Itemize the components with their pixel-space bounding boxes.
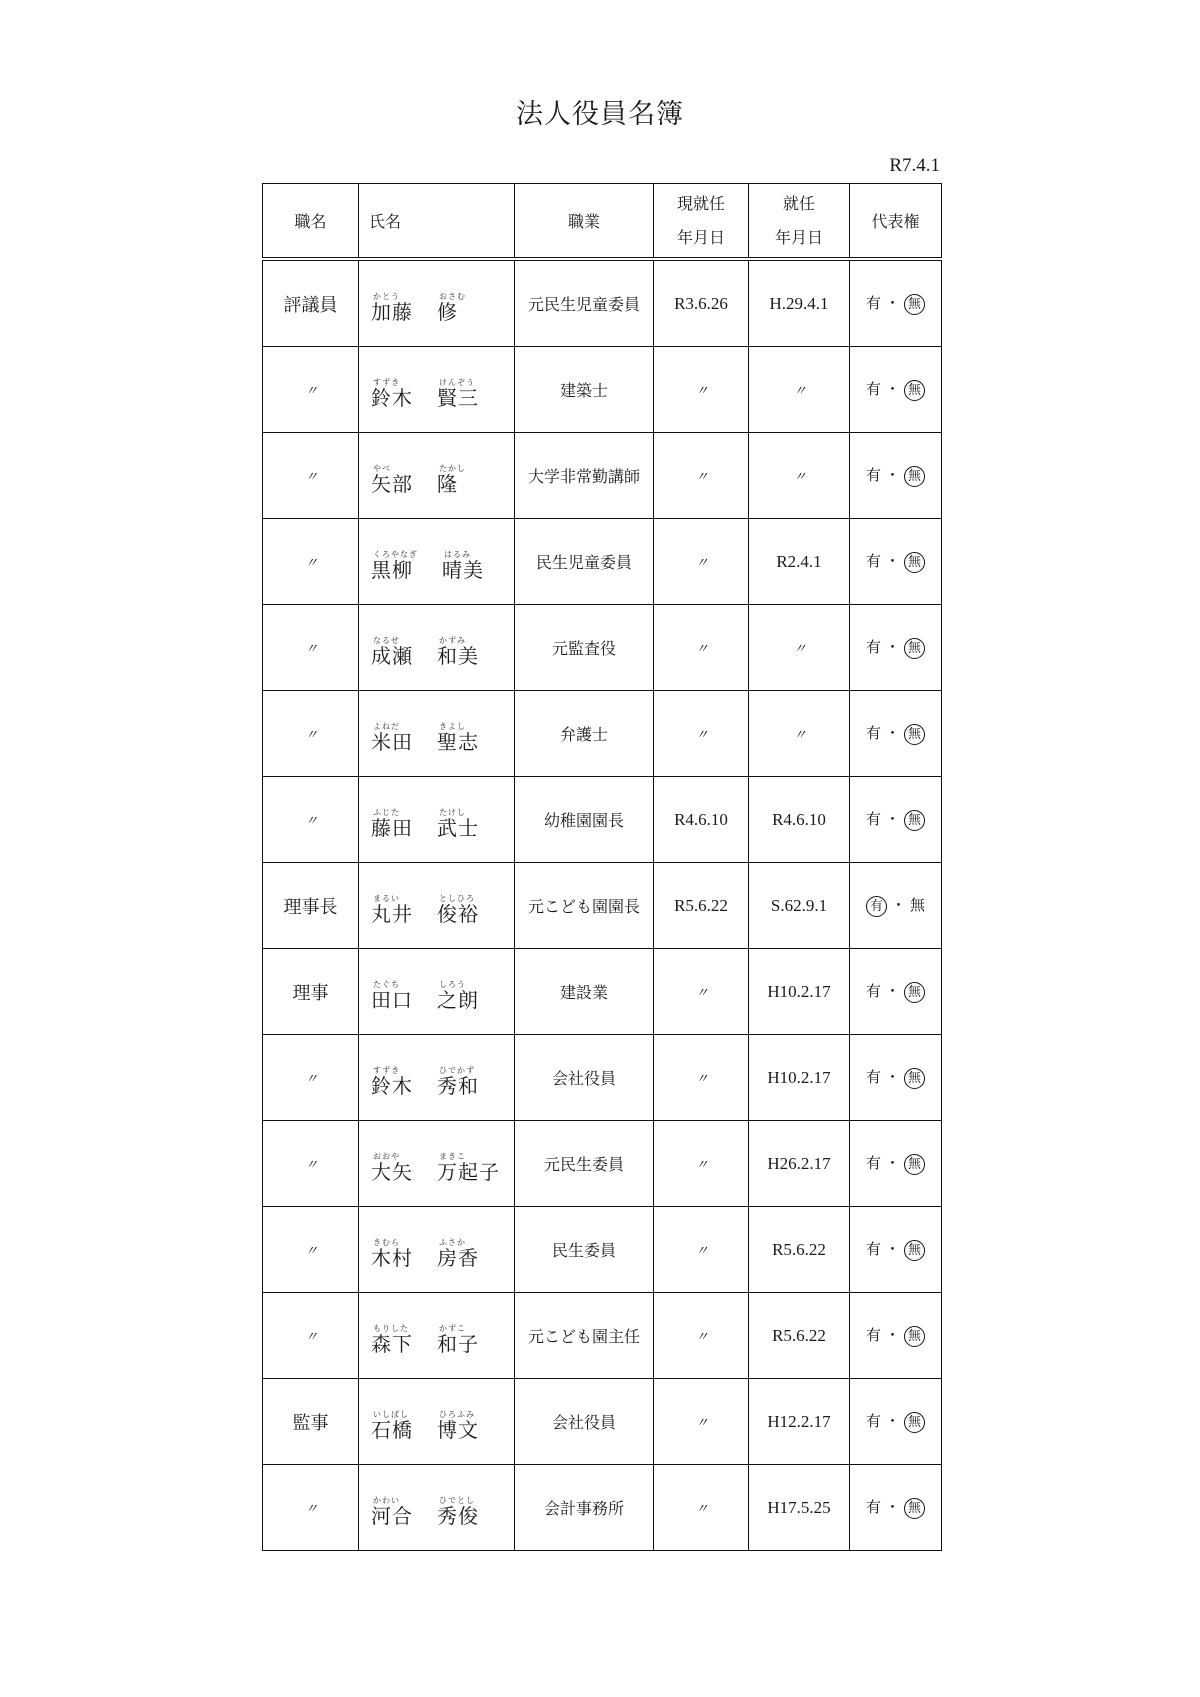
separator-dot: ・	[885, 1498, 901, 1517]
current-term-cell: R5.6.22	[654, 863, 749, 949]
surname-furigana: すずき	[373, 1066, 401, 1075]
given-name	[437, 894, 479, 925]
given-name-kanji: 和美	[437, 644, 479, 668]
given-name-kanji: 俊裕	[437, 902, 479, 926]
representation-cell	[850, 1207, 942, 1293]
given-name	[437, 980, 479, 1011]
surname	[371, 464, 413, 495]
given-name	[437, 1410, 479, 1441]
given-name	[437, 292, 466, 323]
position-cell: 〃	[263, 1121, 359, 1207]
surname-furigana: かわい	[373, 1496, 400, 1505]
first-appointed-cell: 〃	[749, 605, 850, 691]
circled-no-mark: 無	[904, 810, 925, 831]
given-name-kanji: 博文	[437, 1418, 479, 1442]
name-cell	[359, 1379, 515, 1465]
given-name-kanji: 和子	[437, 1332, 479, 1356]
current-term-cell: 〃	[654, 1293, 749, 1379]
header-current-term-line1: 現就任	[676, 193, 725, 213]
surname-furigana: よねだ	[373, 722, 400, 731]
given-name-furigana: たけし	[439, 808, 466, 817]
table-row	[263, 949, 942, 1035]
circled-no-mark: 無	[904, 380, 925, 401]
representation-cell	[850, 1293, 942, 1379]
name-cell	[359, 1207, 515, 1293]
current-term-cell: 〃	[654, 1379, 749, 1465]
surname-kanji: 藤田	[371, 816, 413, 840]
current-term-cell: 〃	[654, 605, 749, 691]
surname	[371, 722, 413, 753]
yes-option: 有	[865, 1326, 881, 1345]
separator-dot: ・	[885, 638, 901, 657]
position-cell: 理事	[263, 949, 359, 1035]
given-name-furigana: かずみ	[439, 636, 466, 645]
occupation-cell: 建設業	[515, 949, 654, 1035]
occupation-cell: 会社役員	[515, 1379, 654, 1465]
given-name	[437, 378, 479, 409]
yes-option: 有	[865, 1068, 881, 1087]
given-name	[437, 1066, 479, 1097]
surname-furigana: ふじた	[373, 808, 400, 817]
given-name-furigana: ひでかず	[439, 1066, 475, 1075]
given-name-kanji: 賢三	[437, 386, 479, 410]
given-name	[437, 636, 479, 667]
occupation-cell: 民生委員	[515, 1207, 654, 1293]
circled-no-mark: 無	[904, 1154, 925, 1175]
first-appointed-cell: 〃	[749, 347, 850, 433]
first-appointed-cell: H26.2.17	[749, 1121, 850, 1207]
first-appointed-cell: R2.4.1	[749, 519, 850, 605]
name-cell	[359, 259, 515, 347]
surname-kanji: 鈴木	[371, 1074, 413, 1098]
officer-roster-table	[262, 183, 942, 1551]
surname-kanji: 成瀬	[371, 644, 413, 668]
position-cell: 理事長	[263, 863, 359, 949]
surname-kanji: 加藤	[371, 300, 413, 324]
given-name-kanji: 之朗	[437, 988, 479, 1012]
first-appointed-cell: 〃	[749, 433, 850, 519]
occupation-cell: 民生児童委員	[515, 519, 654, 605]
given-name-furigana: ひろふみ	[439, 1410, 475, 1419]
name-cell	[359, 691, 515, 777]
surname	[371, 550, 418, 581]
first-appointed-cell: R5.6.22	[749, 1207, 850, 1293]
table-row	[263, 605, 942, 691]
position-cell: 監事	[263, 1379, 359, 1465]
header-first-appointed	[749, 184, 850, 260]
circled-no-mark: 無	[904, 724, 925, 745]
occupation-cell: 建築士	[515, 347, 654, 433]
surname	[371, 894, 413, 925]
current-term-cell: 〃	[654, 1121, 749, 1207]
position-cell: 〃	[263, 1293, 359, 1379]
surname-kanji: 河合	[371, 1504, 413, 1528]
representation-cell	[850, 259, 942, 347]
circled-no-mark: 無	[904, 294, 925, 315]
surname-furigana: なるせ	[373, 636, 400, 645]
surname-furigana: かとう	[373, 292, 400, 301]
surname-kanji: 石橋	[371, 1418, 413, 1442]
given-name	[442, 550, 484, 581]
occupation-cell: 元こども園主任	[515, 1293, 654, 1379]
first-appointed-cell: R5.6.22	[749, 1293, 850, 1379]
representation-cell	[850, 605, 942, 691]
occupation-cell: 元こども園園長	[515, 863, 654, 949]
first-appointed-cell: H12.2.17	[749, 1379, 850, 1465]
separator-dot: ・	[885, 1068, 901, 1087]
representation-cell	[850, 691, 942, 777]
given-name-kanji: 聖志	[437, 730, 479, 754]
circled-no-mark: 無	[904, 1068, 925, 1089]
first-appointed-cell: 〃	[749, 691, 850, 777]
current-term-cell: R3.6.26	[654, 259, 749, 347]
surname	[371, 292, 413, 323]
circled-yes-mark: 有	[866, 896, 887, 917]
given-name-kanji: 晴美	[442, 558, 484, 582]
surname	[371, 980, 413, 1011]
given-name	[437, 808, 479, 839]
position-cell: 〃	[263, 777, 359, 863]
table-row	[263, 1035, 942, 1121]
given-name	[437, 1324, 479, 1355]
representation-cell	[850, 1465, 942, 1551]
table-row	[263, 1379, 942, 1465]
circled-no-mark: 無	[904, 1498, 925, 1519]
surname-kanji: 鈴木	[371, 386, 413, 410]
given-name-kanji: 房香	[437, 1246, 479, 1270]
name-cell	[359, 1465, 515, 1551]
representation-cell	[850, 1121, 942, 1207]
position-cell: 〃	[263, 691, 359, 777]
surname	[371, 636, 413, 667]
separator-dot: ・	[890, 896, 906, 915]
separator-dot: ・	[885, 1240, 901, 1259]
given-name-kanji: 秀俊	[437, 1504, 479, 1528]
surname-furigana: やべ	[373, 464, 391, 473]
circled-no-mark: 無	[904, 552, 925, 573]
surname-kanji: 大矢	[371, 1160, 413, 1184]
surname-kanji: 森下	[371, 1332, 413, 1356]
surname-furigana: いしばし	[373, 1410, 409, 1419]
given-name	[437, 464, 466, 495]
circled-no-mark: 無	[904, 982, 925, 1003]
given-name-furigana: かずこ	[439, 1324, 466, 1333]
representation-cell	[850, 519, 942, 605]
given-name-furigana: おさむ	[439, 292, 466, 301]
representation-cell	[850, 777, 942, 863]
table-row	[263, 433, 942, 519]
circled-no-mark: 無	[904, 638, 925, 659]
representation-cell	[850, 347, 942, 433]
surname	[371, 808, 413, 839]
separator-dot: ・	[885, 552, 901, 571]
surname-furigana: すずき	[373, 378, 401, 387]
table-header-row	[263, 184, 942, 260]
table-row	[263, 1293, 942, 1379]
yes-option: 有	[865, 1240, 881, 1259]
occupation-cell: 幼稚園園長	[515, 777, 654, 863]
surname-kanji: 木村	[371, 1246, 413, 1270]
name-cell	[359, 1293, 515, 1379]
table-row	[263, 863, 942, 949]
yes-option: 有	[865, 294, 881, 313]
table-row	[263, 777, 942, 863]
separator-dot: ・	[885, 1412, 901, 1431]
given-name-furigana: ひでとし	[439, 1496, 475, 1505]
yes-option: 有	[865, 552, 881, 571]
given-name	[437, 1238, 479, 1269]
surname-furigana: まるい	[373, 894, 400, 903]
name-cell	[359, 519, 515, 605]
yes-option: 有	[865, 982, 881, 1001]
given-name-furigana: ふさか	[439, 1238, 466, 1247]
surname	[371, 1496, 413, 1527]
given-name-furigana: けんぞう	[439, 378, 475, 387]
occupation-cell: 元民生委員	[515, 1121, 654, 1207]
current-term-cell: 〃	[654, 519, 749, 605]
current-term-cell: 〃	[654, 949, 749, 1035]
yes-option: 有	[865, 380, 881, 399]
surname	[371, 1410, 413, 1441]
circled-no-mark: 無	[904, 466, 925, 487]
position-cell: 〃	[263, 1465, 359, 1551]
given-name-furigana: まきこ	[439, 1152, 466, 1161]
given-name-kanji: 修	[437, 300, 458, 324]
current-term-cell: 〃	[654, 1465, 749, 1551]
name-cell	[359, 1121, 515, 1207]
surname	[371, 378, 413, 409]
current-term-cell: 〃	[654, 691, 749, 777]
current-term-cell: 〃	[654, 1035, 749, 1121]
circled-no-mark: 無	[904, 1412, 925, 1433]
current-term-cell: 〃	[654, 433, 749, 519]
as-of-date: R7.4.1	[889, 155, 940, 176]
surname-kanji: 丸井	[371, 902, 413, 926]
given-name-furigana: としひろ	[439, 894, 475, 903]
occupation-cell: 弁護士	[515, 691, 654, 777]
representation-cell	[850, 863, 942, 949]
position-cell: 〃	[263, 1035, 359, 1121]
given-name-kanji: 武士	[437, 816, 479, 840]
name-cell	[359, 777, 515, 863]
surname-furigana: きむら	[373, 1238, 400, 1247]
surname-furigana: くろやなぎ	[373, 550, 418, 559]
header-occupation: 職業	[515, 184, 654, 260]
surname	[371, 1066, 413, 1097]
yes-option: 有	[865, 466, 881, 485]
header-representation: 代表権	[850, 184, 942, 260]
occupation-cell: 会社役員	[515, 1035, 654, 1121]
given-name-furigana: たかし	[439, 464, 466, 473]
yes-option: 有	[865, 724, 881, 743]
table-row	[263, 259, 942, 347]
position-cell: 〃	[263, 519, 359, 605]
header-name: 氏名	[359, 184, 515, 260]
yes-option: 有	[865, 810, 881, 829]
yes-option: 有	[865, 1154, 881, 1173]
yes-option: 有	[865, 1412, 881, 1431]
surname	[371, 1152, 413, 1183]
position-cell: 〃	[263, 1207, 359, 1293]
separator-dot: ・	[885, 1326, 901, 1345]
current-term-cell: 〃	[654, 347, 749, 433]
name-cell	[359, 1035, 515, 1121]
occupation-cell: 元監査役	[515, 605, 654, 691]
representation-cell	[850, 433, 942, 519]
surname-furigana: たぐち	[373, 980, 400, 989]
occupation-cell: 会計事務所	[515, 1465, 654, 1551]
separator-dot: ・	[885, 1154, 901, 1173]
name-cell	[359, 433, 515, 519]
given-name-kanji: 隆	[437, 472, 458, 496]
first-appointed-cell: H.29.4.1	[749, 259, 850, 347]
given-name-kanji: 万起子	[437, 1160, 500, 1184]
given-name-furigana: はるみ	[444, 550, 471, 559]
position-cell: 〃	[263, 605, 359, 691]
separator-dot: ・	[885, 982, 901, 1001]
table-row	[263, 691, 942, 777]
current-term-cell: R4.6.10	[654, 777, 749, 863]
document-title: 法人役員名簿	[516, 99, 684, 130]
separator-dot: ・	[885, 380, 901, 399]
first-appointed-cell: H10.2.17	[749, 1035, 850, 1121]
surname-kanji: 田口	[371, 988, 413, 1012]
given-name	[437, 1152, 500, 1183]
occupation-cell: 元民生児童委員	[515, 259, 654, 347]
yes-option: 有	[865, 638, 881, 657]
representation-cell	[850, 1379, 942, 1465]
given-name	[437, 1496, 479, 1527]
header-current-term-line2: 年月日	[676, 227, 725, 247]
first-appointed-cell: H17.5.25	[749, 1465, 850, 1551]
position-cell: 評議員	[263, 259, 359, 347]
table-row	[263, 519, 942, 605]
table-row	[263, 347, 942, 433]
table-row	[263, 1465, 942, 1551]
given-name-furigana: しろう	[439, 980, 466, 989]
name-cell	[359, 949, 515, 1035]
first-appointed-cell: H10.2.17	[749, 949, 850, 1035]
given-name-furigana: きよし	[439, 722, 466, 731]
representation-cell	[850, 949, 942, 1035]
surname-kanji: 矢部	[371, 472, 413, 496]
surname-kanji: 米田	[371, 730, 413, 754]
no-option: 無	[910, 896, 926, 915]
surname-kanji: 黒柳	[371, 558, 413, 582]
circled-no-mark: 無	[904, 1240, 925, 1261]
header-position: 職名	[263, 184, 359, 260]
table-row	[263, 1207, 942, 1293]
separator-dot: ・	[885, 294, 901, 313]
separator-dot: ・	[885, 724, 901, 743]
given-name-kanji: 秀和	[437, 1074, 479, 1098]
separator-dot: ・	[885, 810, 901, 829]
position-cell: 〃	[263, 433, 359, 519]
name-cell	[359, 347, 515, 433]
circled-no-mark: 無	[904, 1326, 925, 1347]
position-cell: 〃	[263, 347, 359, 433]
surname	[371, 1238, 413, 1269]
current-term-cell: 〃	[654, 1207, 749, 1293]
header-current-term	[654, 184, 749, 260]
yes-option: 有	[865, 1498, 881, 1517]
given-name	[437, 722, 479, 753]
surname-furigana: おおや	[373, 1152, 400, 1161]
surname	[371, 1324, 413, 1355]
occupation-cell: 大学非常勤講師	[515, 433, 654, 519]
separator-dot: ・	[885, 466, 901, 485]
name-cell	[359, 863, 515, 949]
name-cell	[359, 605, 515, 691]
header-first-appointed-line1: 就任	[782, 193, 815, 213]
header-first-appointed-line2: 年月日	[774, 227, 823, 247]
table-row	[263, 1121, 942, 1207]
representation-cell	[850, 1035, 942, 1121]
surname-furigana: もりした	[373, 1324, 409, 1333]
first-appointed-cell: R4.6.10	[749, 777, 850, 863]
first-appointed-cell: S.62.9.1	[749, 863, 850, 949]
